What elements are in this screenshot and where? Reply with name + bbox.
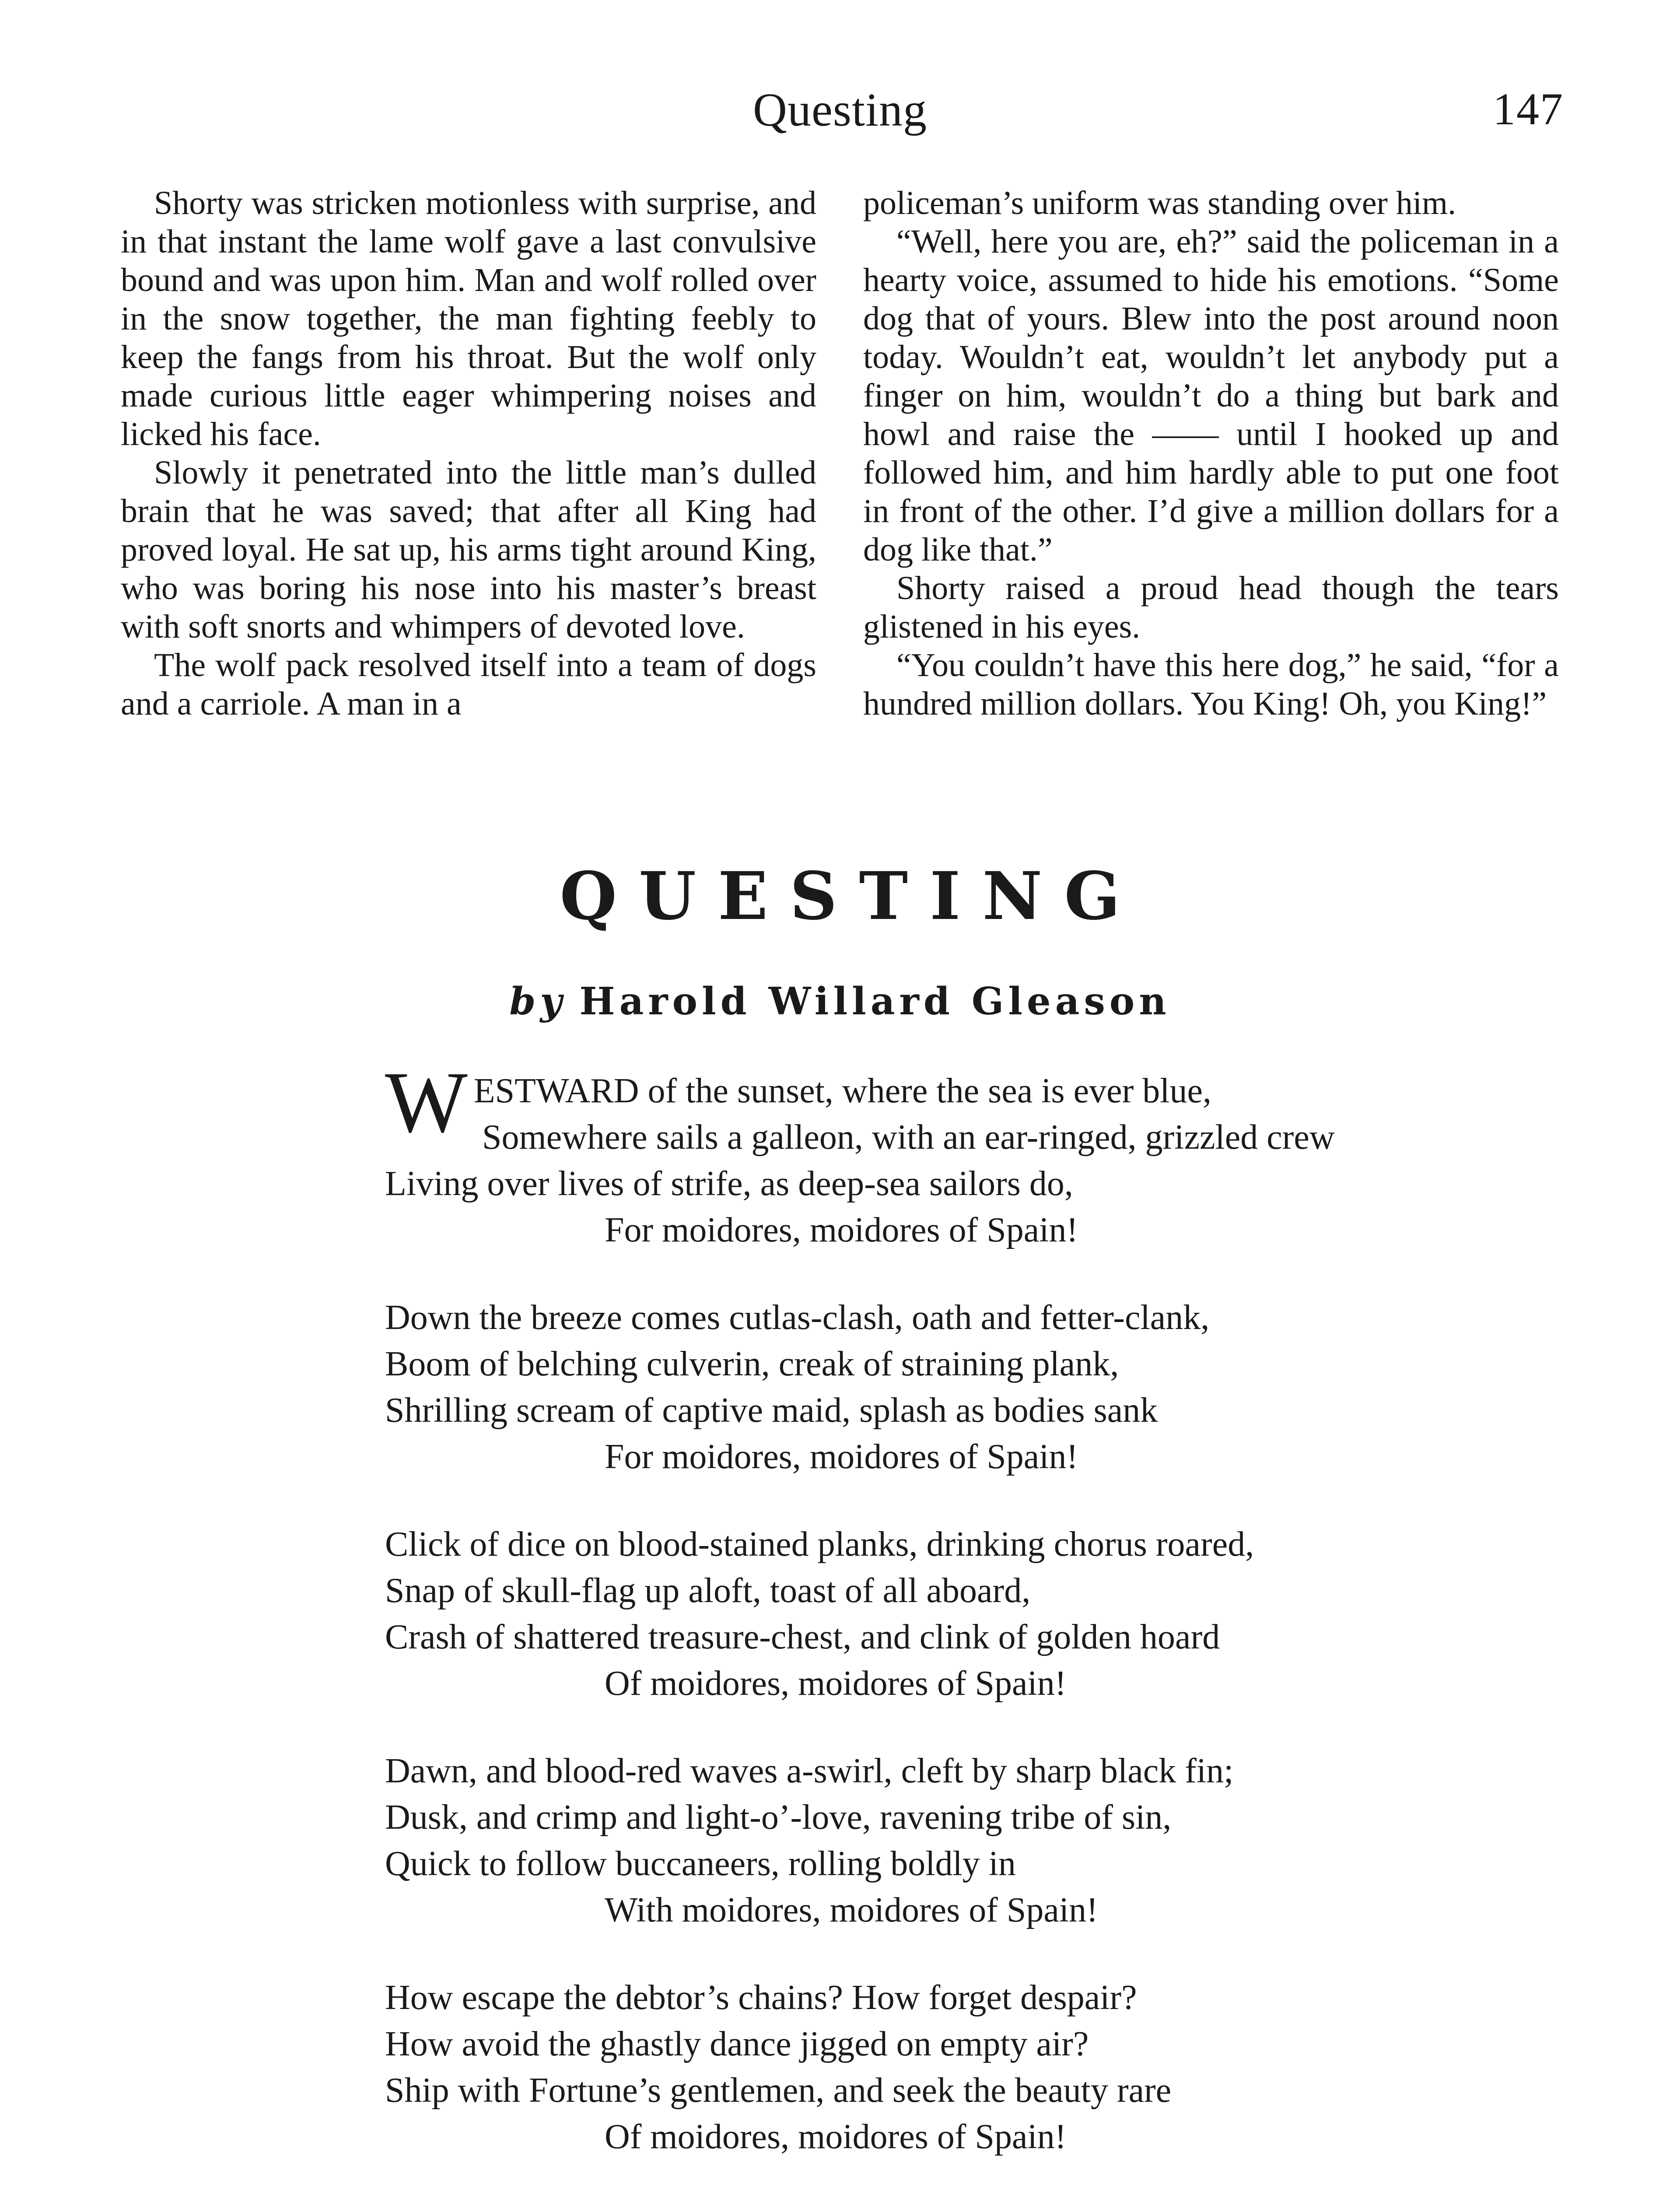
poem-line: Living over lives of strife, as deep-sea sailors do, [385,1164,1073,1203]
page-number: 147 [1493,84,1564,134]
author-name: Harold Willard Gleason [579,979,1171,1024]
poem-line: Boom of belching culverin, creak of straining plank, [385,1345,1119,1383]
stanza [385,1748,1566,1933]
poem-line: Dawn, and blood-red waves a-swirl, cleft by sharp black fin; [385,1752,1234,1790]
poem-byline [0,979,1680,1024]
poem-line: Shrilling scream of captive maid, splash as bodies sank [385,1391,1158,1430]
poem-line: Ship with Fortune’s gentlemen, and seek the beauty rare [385,2071,1172,2110]
poem-line: How avoid the ghastly dance jigged on empty air? [385,2025,1089,2063]
paragraph: Slowly it penetrated into the little man’s dulled brain that he was saved; that after all King had proved loyal. He sat up, his arms tight around King, who was boring his nose into his master’s breast with soft snorts and whimpers of devoted love. [121,454,816,645]
stanza [385,1294,1566,1480]
paragraph-continuation: policeman’s uniform was standing over him. [863,185,1456,221]
right-column [863,184,1559,723]
stanza [385,1521,1566,1707]
drop-cap: W [385,1054,468,1151]
poem-body [385,1054,1566,2188]
poem-line: Dusk, and crimp and light-o’-love, ravening tribe of sin, [385,1798,1172,1837]
poem-refrain: Of moidores, moidores of Spain! [605,1664,1067,1703]
poem-refrain: Of moidores, moidores of Spain! [605,2118,1067,2156]
byline-prefix: by [509,979,567,1024]
poem-refrain: For moidores, moidores of Spain! [605,1211,1078,1249]
poem-line: Crash of shattered treasure-chest, and clink of golden hoard [385,1618,1220,1656]
first-line-text: ESTWARD of the sunset, where the sea is ever blue, [473,1072,1211,1110]
stanza [385,1054,1566,1253]
poem-refrain: For moidores, moidores of Spain! [605,1438,1078,1476]
poem-line: Snap of skull-flag up aloft, toast of all aboard, [385,1571,1031,1610]
paragraph: Shorty was stricken motionless with surprise, and in that instant the lame wolf gave a last convulsive bound and was upon him. Man and wolf rolled over in the snow together, the man fighting feebly to keep the fangs from his throat. But the wolf only made curious little eager whimpering noises and licked his face. [121,185,816,452]
paragraph: “You couldn’t have this here dog,” he said, “for a hundred million dollars. You King! Oh, you King!” [863,647,1559,722]
poem-line: Click of dice on blood-stained planks, drinking chorus roared, [385,1525,1254,1564]
stanza [385,1974,1566,2160]
poem-line: Quick to follow buccaneers, rolling boldly in [385,1844,1016,1883]
left-column [121,184,816,723]
story-columns [118,184,1566,810]
page-header [0,83,1680,144]
paragraph: “Well, here you are, eh?” said the policeman in a hearty voice, assumed to hide his emotions. “Some dog that of yours. Blew into the post around noon today. Wouldn’t eat, wouldn’t let anybody put a finger on him, wouldn’t do a thing but bark and howl and raise the —— until I hooked up and followed him, and him hardly able to put one foot in front of the other. I’d give a million dollars for a dog like that.” [863,223,1559,568]
poem-line: Somewhere sails a galleon, with an ear-ringed, grizzled crew [482,1118,1335,1157]
running-head: Questing [753,84,927,136]
paragraph: Shorty raised a proud head though the tears glistened in his eyes. [863,570,1559,645]
poem-line: Down the breeze comes cutlas-clash, oath and fetter-clank, [385,1298,1210,1337]
poem-title: QUESTING [560,858,1142,935]
paragraph: The wolf pack resolved itself into a team of dogs and a carriole. A man in a [121,647,816,722]
poem-refrain: With moidores, moidores of Spain! [605,1891,1098,1929]
poem-line: How escape the debtor’s chains? How forget despair? [385,1978,1137,2017]
